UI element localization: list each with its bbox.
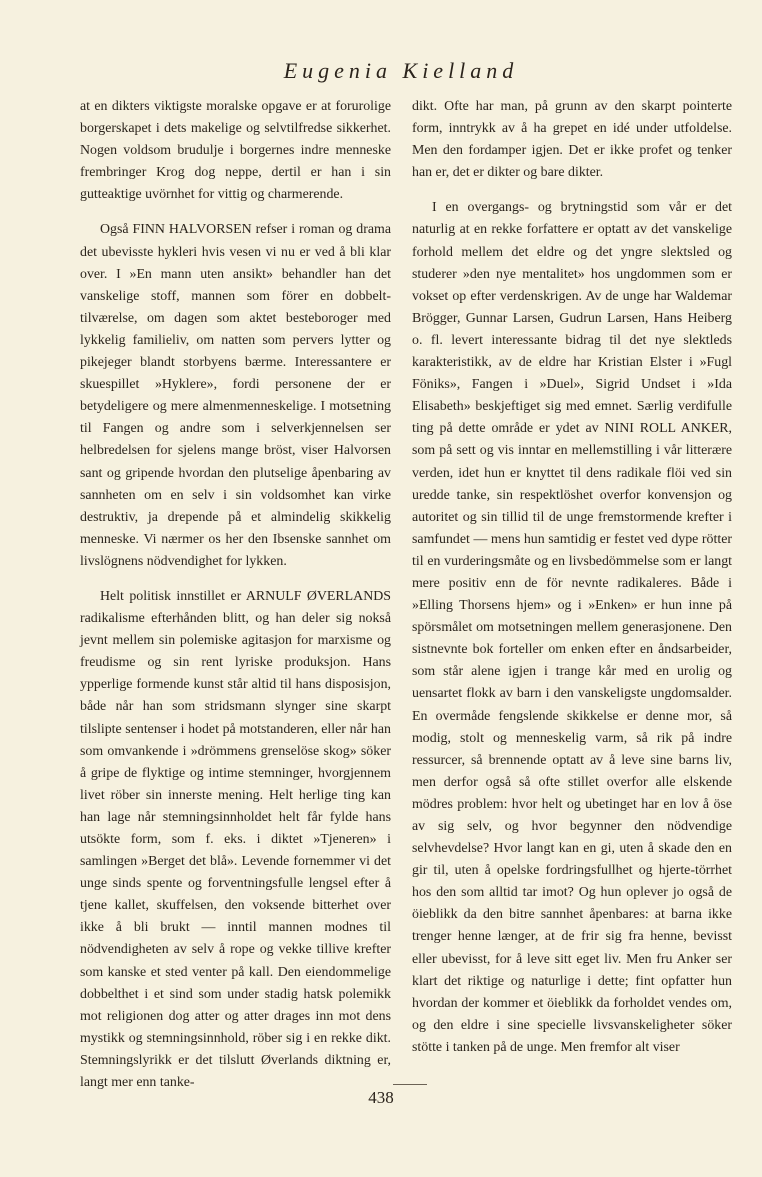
footer-rule: [393, 1084, 427, 1085]
running-header: Eugenia Kielland: [283, 58, 519, 83]
right-column: [412, 96, 732, 1059]
left-column: [80, 96, 391, 1094]
paragraph: I en overgangs- og brytningstid som vår er det naturlig at en rekke forfattere er optatt av det vanskelige forhold mellem det eldre og det yngre slektsled og studerer »den nye mentalitet» hos ungdommen som er vokset op efter verdenskrigen. Av de unge har Waldemar Brögger, Gunnar Larsen, Gudrun Larsen, Hans Heiberg o. fl. levert interessante bidrag til det nye slektleds karakteristikk, av de eldre har Kristian Elster i »Fugl Föniks», Fangen i »Duel», Sigrid Undset i »Ida Elisabeth» beskjeftiget sig med emnet. Særlig verdifulle ting på dette område er ydet av NINI ROLL ANKER, som på sett og vis inntar en mellemstilling i vår litterære verden, idet hun er knyttet til dens radikale flöi ved sin uredde tanke, sin respektlöshet overfor konvensjon og autoritet og sin tillid til de unge fremstormende krefter i samfundet — mens hun samtidig er festet ved dype rötter til en vurderingsmåte og en livsbedömmelse som er langt mere positiv enn de för nevnte radikaleres. Både i »Elling Thorsens hjem» og i »Enken» er hun inne på spörsmålet om motsetningen mellem generasjonene. Den sistnevnte bok forteller om enken efter en åndsarbeider, som står alene igjen i trange kår med en urolig og uensartet flokk av barn i den vanskeligste ungdomsalder. En overmåde fengslende skikkelse er denne mor, så modig, stolt og menneskelig varm, så rik på indre ressurcer, så brennende optatt av å leve sine barns liv, men derfor også så ofte stillet overfor alle elskende mödres problem: hvor helt og ubetinget har en lov å öse av sig selv, og hvor begynner den nödvendige selvhevdelse? Hvor langt kan en gi, uten å skade den en gir til, uten å opelske fordringsfullhet og hjerte-törrhet hos den som alltid tar imot? Og hun oplever jo også de öieblikk da den bitre sannhet åpenbares: at barna ikke trenger henne længer, at de frir sig fra henne, bevisst eller ubevisst, for å leve sitt eget liv. Men fru Anker ser klart det riktige og naturlige i dette; fint opfatter hun hvordan der kommer et öieblikk da forholdet vendes om, og den eldre i sine specielle livsvanskeligheter söker stötte i tanken på de unge. Men fremfor alt viser: [412, 200, 732, 1055]
paragraph: Helt politisk innstillet er ARNULF ØVERLANDS radikalisme efterhånden blitt, og han deler sig nokså jevnt mellem sin polemiske agitasjon for marxisme og freudisme og sin rent lyriske produksjon. Hans ypperlige formende kunst står altid til hans disposisjon, både når han som stridsmann slynger sine skarpt tilslipte sentenser i hodet på motstanderen, eller når han som omvankende i »drömmens grenselöse skog» söker å gripe de flyktige og intime stemninger, hvorgjennem livet röber sin innerste mening. Helt herlige ting kan han lage når stemningsinnholdet helt får fylde hans utsökte form, som f. eks. i diktet »Tjeneren» i samlingen »Berget det blå». Levende fornemmer vi det unge sinds spente og forventningsfulle lengsel efter å tjene kallet, skuffelsen, den voksende bitterhet over ikke å bli brukt — inntil mannen modnes til nödvendigheten av selv å rope og vekke tillive krefter som kanske et sted venter på kall. Den eiendommelige dobbelthet i et sind som under stadig hatsk polemikk mot religionen dog atter og atter drages inn mot dens mystikk og stemningsinnhold, röber sig i en rekke dikt. Stemningslyrikk er det tilslutt Øverlands diktning er, langt mer enn tanke-: [80, 588, 391, 1091]
paragraph: dikt. Ofte har man, på grunn av den skarpt pointerte form, inntrykk av å ha grepet en idé under utfoldelse. Men den fordamper igjen. Det er ikke profet og tenker han er, det er dikter og bare dikter.: [412, 99, 732, 181]
page-number: 438: [368, 1088, 394, 1107]
paragraph: Også FINN HALVORSEN refser i roman og drama det ubevisste hykleri hvis vesen vi nu er ved å bli klar over. I »En mann uten ansikt» behandler han det vanskelige stoff, mannen som förer en dobbelt-tilværelse, om dagen som aktet besteboroger med lykkelig familieliv, om natten som pervers lytter og pikejeger blandt storbyens bærme. Interessantere er skuespillet »Hyklere», fordi personene der er betydeligere og mere almenmenneskelige. I motsetning til Fangen og andre som i selverkjennelsen ser helbredelsen for sjelens mange bröst, viser Halvorsen sant og gripende hvordan den plutselige åpenbaring av sannheten om en selv i sin voldsomhet kan virke destruktiv, ja drepende på et almindelig skikkelig menneske. Vi nærmer os her den Ibsenske sannhet om livslögnens nödvendighet for lykken.: [80, 222, 391, 569]
paragraph: at en dikters viktigste moralske opgave er at forurolige borgerskapet i dets makelige og selvtilfredse sikkerhet. Nogen voldsom brudulje i borgernes indre menneske frembringer Krog dog neppe, dertil er han i sin gutteaktige uvörnhet for vittig og charmerende.: [80, 99, 391, 203]
